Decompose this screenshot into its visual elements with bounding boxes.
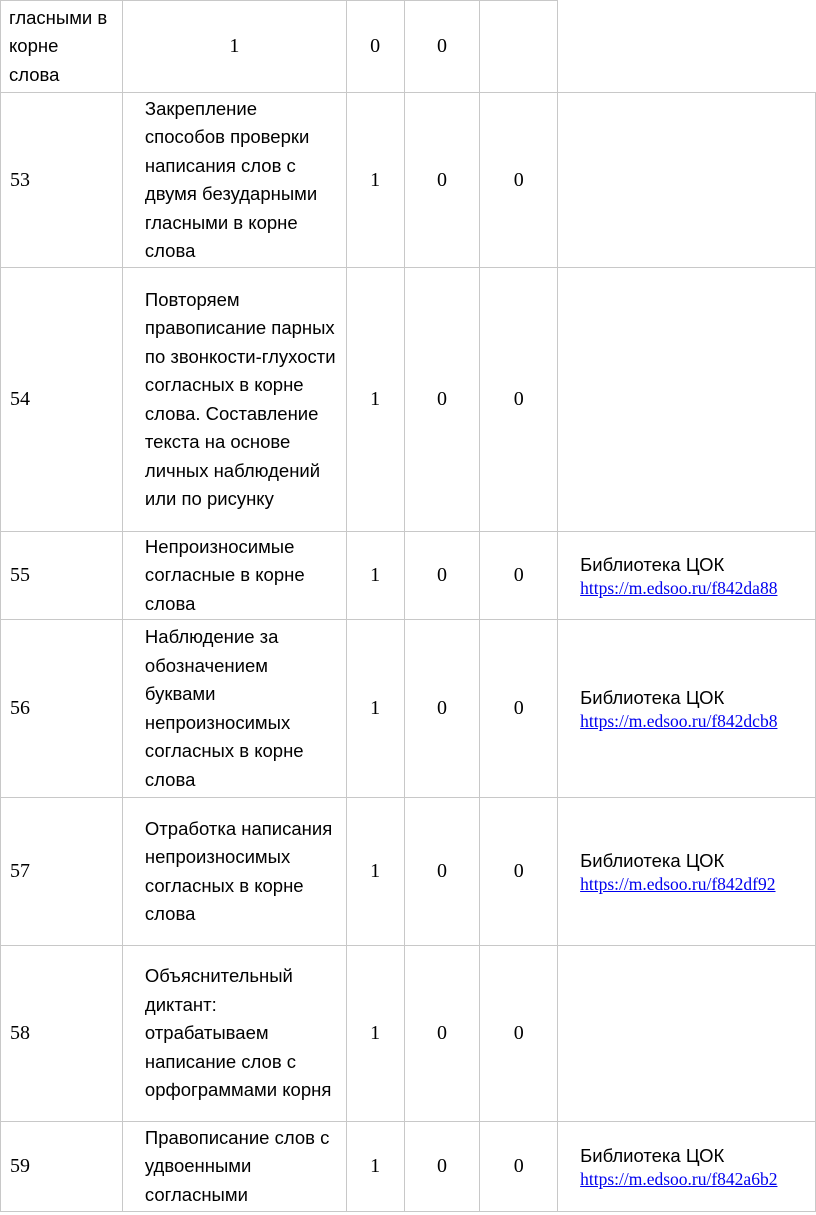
lesson-topic: Отработка написания непроизносимых согласных в корне слова xyxy=(122,798,346,946)
resource-title: Библиотека ЦОК xyxy=(580,686,725,708)
hours-control: 0 xyxy=(346,1,404,93)
hours-practical: 0 xyxy=(480,268,558,532)
lesson-number: 54 xyxy=(1,268,123,532)
resource-link[interactable]: https://m.edsoo.ru/f842df92 xyxy=(580,873,776,894)
resource-cell xyxy=(558,268,816,532)
hours-total: 1 xyxy=(346,93,404,268)
hours-control: 0 xyxy=(404,93,480,268)
hours-practical: 0 xyxy=(480,93,558,268)
lesson-topic: Наблюдение за обозначением буквами непроизносимых согласных в корне слова xyxy=(122,620,346,798)
lesson-number: 57 xyxy=(1,798,123,946)
hours-practical: 0 xyxy=(480,798,558,946)
lesson-number: 58 xyxy=(1,946,123,1122)
hours-total: 1 xyxy=(346,620,404,798)
hours-practical: 0 xyxy=(480,532,558,620)
table-row xyxy=(1,1,816,93)
lesson-number: 55 xyxy=(1,532,123,620)
resource-cell xyxy=(558,93,816,268)
hours-control: 0 xyxy=(404,268,480,532)
table-row xyxy=(1,620,816,798)
resource-link[interactable]: https://m.edsoo.ru/f842dcb8 xyxy=(580,710,778,731)
lesson-number: 53 xyxy=(1,93,123,268)
hours-total: 1 xyxy=(346,1122,404,1212)
table-row xyxy=(1,798,816,946)
lesson-topic: Повторяем правописание парных по звонкости-глухости согласных в корне слова. Составление текста на основе личных наблюдений или по рисунку xyxy=(122,268,346,532)
lesson-topic: Закрепление способов проверки написания слов с двумя безударными гласными в корне слова xyxy=(122,93,346,268)
hours-control: 0 xyxy=(404,532,480,620)
lesson-date xyxy=(480,1,558,93)
lesson-topic: Непроизносимые согласные в корне слова xyxy=(122,532,346,620)
table-row xyxy=(1,268,816,532)
hours-control: 0 xyxy=(404,620,480,798)
resource-title: Библиотека ЦОК xyxy=(580,1144,725,1166)
resource-cell xyxy=(558,1122,816,1212)
hours-control: 0 xyxy=(404,798,480,946)
hours-practical: 0 xyxy=(480,1122,558,1212)
resource-cell xyxy=(558,1,816,93)
lesson-number: 56 xyxy=(1,620,123,798)
hours-practical: 0 xyxy=(480,946,558,1122)
resource-title: Библиотека ЦОК xyxy=(580,849,725,871)
resource-title: Библиотека ЦОК xyxy=(580,553,725,575)
hours-practical: 0 xyxy=(404,1,480,93)
resource-cell xyxy=(558,532,816,620)
table-row xyxy=(1,532,816,620)
hours-control: 0 xyxy=(404,946,480,1122)
lesson-number: 59 xyxy=(1,1122,123,1212)
table-row xyxy=(1,946,816,1122)
table-row xyxy=(1,93,816,268)
hours-total: 1 xyxy=(346,946,404,1122)
hours-practical: 0 xyxy=(480,620,558,798)
resource-cell xyxy=(558,946,816,1122)
lesson-topic: гласными в корне слова xyxy=(1,1,123,93)
hours-total: 1 xyxy=(346,532,404,620)
resource-link[interactable]: https://m.edsoo.ru/f842a6b2 xyxy=(580,1168,778,1189)
hours-total: 1 xyxy=(346,268,404,532)
resource-cell xyxy=(558,798,816,946)
lesson-topic: Правописание слов с удвоенными согласными xyxy=(122,1122,346,1212)
resource-cell xyxy=(558,620,816,798)
hours-total: 1 xyxy=(346,798,404,946)
table-row xyxy=(1,1122,816,1212)
hours-total: 1 xyxy=(122,1,346,93)
lesson-topic: Объяснительный диктант: отрабатываем написание слов с орфограммами корня xyxy=(122,946,346,1122)
hours-control: 0 xyxy=(404,1122,480,1212)
resource-link[interactable]: https://m.edsoo.ru/f842da88 xyxy=(580,577,778,598)
